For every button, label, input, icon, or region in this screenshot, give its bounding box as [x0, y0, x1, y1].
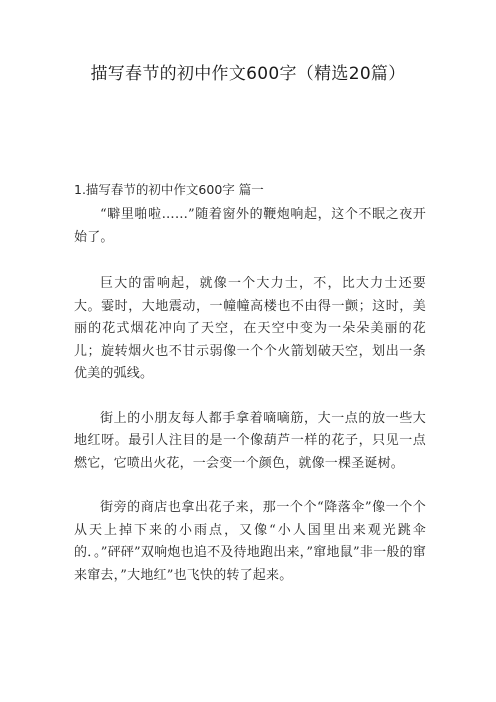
paragraph-1: “噼里啪啦……”随着窗外的鞭炮响起，这个不眠之夜开始了。 — [74, 207, 426, 245]
article-body — [74, 180, 426, 609]
paragraph-2: 巨大的雷响起，就像一个大力士，不，比大力士还要大。霎时，大地震动，一幢幢高楼也不由得一颤；这时，美丽的花式烟花冲向了天空，在天空中变为一朵朵美丽的花儿；旋转烟火也不甘示弱像一个个火箭划破天空，划出一条优美的弧线。 — [74, 276, 426, 381]
paragraph-4: 街旁的商店也拿出花子来，那一个个“降落伞”像一个个从天上掉下来的小雨点，又像“小人国里出来观光跳伞的．。”砰砰”双响炮也追不及待地跑出来，”窜地鼠”非一般的窜来窜去，”大地红”也飞快的转了起来。 — [74, 500, 426, 583]
section-heading: 1.描写春节的初中作文600字 篇一 — [74, 182, 264, 197]
paragraph-3: 街上的小朋友每人都手拿着嘀嘀筋，大一点的放一些大地红呀。最引人注目的是一个像葫芦一样的花子，只见一点燃它，它喷出火花，一会变一个颜色，就像一棵圣诞树。 — [74, 410, 426, 471]
page-title: 描写春节的初中作文600字（精选20篇） — [90, 64, 406, 84]
